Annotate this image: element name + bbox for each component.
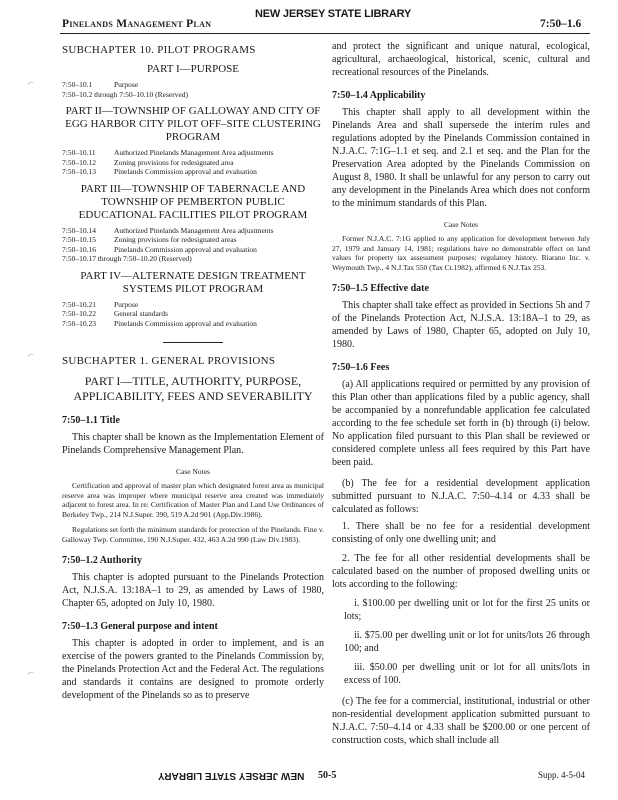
section-list — [62, 80, 324, 99]
case-notes-heading: Case Notes — [444, 220, 478, 229]
section-heading: 7:50–1.3 General purpose and intent — [62, 621, 218, 632]
part-heading: PART I—PURPOSE — [147, 63, 239, 75]
toc-entry[interactable]: 7:50–10.23 Pinelands Commission approval and evaluation — [62, 318, 257, 328]
case-note: Former N.J.A.C. 7:1G applied to any application for development between July 27, 1979 and January 14, 1981; regulations have no demonstrable effect on land values for property tax assessment purposes; regulatory history. Riarano Inc. v. Weymouth Twp., 4 N.J.Tax 550 (Tax Ct.1982), affirmed 6 N.J.Tax 253. — [332, 234, 590, 272]
section-body: (a) All applications required or permitted by any provision of this Plan other than applications filed by a public agency, shall be accompanied by a nonrefundable application fee calculated according to the fee schedule set forth in (b) through (i) below. No application filed pursuant to this Plan shall be reviewed or considered complete unless all fees required by this Part have been paid. — [332, 379, 590, 468]
section-heading: 7:50–1.1 Title — [62, 415, 120, 426]
running-header-title: Pinelands Management Plan — [62, 18, 212, 30]
part-heading: PART IV—ALTERNATE DESIGN TREATMENT SYSTEMS PILOT PROGRAM — [80, 269, 306, 295]
case-note: Certification and approval of master plan which designated forest area as municipal reserve area was improper where municipal reserve area created was immediately adjacent to forest area. In re: Certification of Master Plan and Land Use Ordinances of Berkeley Twp., 214 N.J.Super. 390, 519 A.2d 901 (App.Div.1986). — [62, 481, 324, 519]
margin-mark: ⌐ — [28, 78, 34, 89]
part-heading: PART II—TOWNSHIP OF GALLOWAY AND CITY OF EGG HARBOR CITY PILOT OFF–SITE CLUSTERING PROGRAM — [65, 105, 321, 143]
section-list — [62, 148, 324, 177]
left-column — [62, 40, 324, 706]
section-divider — [163, 342, 223, 343]
toc-entry[interactable]: 7:50–10.1 Purpose — [62, 80, 139, 89]
section-heading: 7:50–1.5 Effective date — [332, 283, 429, 294]
page-number: 50-5 — [318, 770, 337, 781]
part-heading: PART I—TITLE, AUTHORITY, PURPOSE, APPLICABILITY, FEES AND SEVERABILITY — [73, 374, 313, 403]
list-item: i. $100.00 per dwelling unit or lot for the first 25 units or lots; — [344, 598, 590, 622]
list-item: iii. $50.00 per dwelling unit or lot for all units/lots in excess of 100. — [344, 662, 590, 686]
section-body: (b) The fee for a residential development application submitted pursuant to N.J.A.C. 7:50–4.14 or 4.33 shall be calculated as follows: — [332, 478, 590, 515]
section-body: (c) The fee for a commercial, institutional, industrial or other non-residential development application submitted pursuant to N.J.A.C. 7:50–4.14 or 4.33 shall be $200.00 or one percent of construction costs, which shall include all — [332, 696, 590, 746]
list-item: ii. $75.00 per dwelling unit or lot for units/lots 26 through 100; and — [344, 630, 590, 654]
toc-entry[interactable]: 7:50–10.2 through 7:50–10.10 (Reserved) — [62, 89, 189, 99]
subchapter-heading: SUBCHAPTER 10. PILOT PROGRAMS — [62, 44, 256, 56]
running-header-section: 7:50–1.6 — [540, 18, 582, 30]
toc-entry[interactable]: 7:50–10.22 General standards — [62, 309, 168, 318]
toc-entry[interactable]: 7:50–10.11 Authorized Pinelands Management Area adjustments — [62, 148, 274, 157]
toc-entry[interactable]: 7:50–10.14 Authorized Pinelands Management Area adjustments — [62, 225, 274, 235]
case-note: Regulations set forth the minimum standards for protection of the Pinelands. Fine v. Galloway Twp. Committee, 190 N.J.Super. 432, 463 A.2d 990 (Law Div.1983). — [62, 525, 324, 544]
section-body: This chapter shall apply to all development within the Pinelands Area and shall supersede the interim rules and regulations adopted by the Pinelands Commission contained in N.J.A.C. 7:1G–1.1 et seq. and 2.1 et seq. and the Plan for the Preservation Area adopted by the Pinelands Commission on August 8, 1980. It shall be unlawful for any person to carry out any development in the Pinelands Area which does not conform to the minimum standards of this Plan. — [332, 107, 590, 209]
section-body: This chapter shall be known as the Implementation Element of Pinelands Comprehensive Management Plan. — [62, 432, 324, 456]
section-body: This chapter is adopted pursuant to the Pinelands Protection Act, N.J.S.A. 13:18A–1 to 29, as amended by Laws of 1980, Chapter 65, adopted on July 10, 1980. — [62, 572, 324, 609]
part-heading: PART III—TOWNSHIP OF TABERNACLE AND TOWNSHIP OF PEMBERTON PUBLIC EDUCATIONAL FACILITIES PILOT PROGRAM — [78, 182, 308, 221]
section-body: and protect the significant and unique natural, ecological, agricultural, archaeological, historical, scenic, cultural and recreational resources of the Pinelands. — [332, 41, 590, 78]
right-column — [332, 40, 590, 751]
section-body: This chapter shall take effect as provided in Sections 5h and 7 of the Pinelands Protection Act, N.J.S.A. 13:18A–1 to 29, as amended by Laws of 1980, Chapter 65, adopted on July 10, 1980. — [332, 300, 590, 350]
toc-entry[interactable]: 7:50–10.16 Pinelands Commission approval and evaluation — [62, 244, 257, 254]
toc-entry[interactable]: 7:50–10.12 Zoning provisions for redesignated area — [62, 157, 234, 167]
header-rule — [60, 33, 590, 34]
toc-entry[interactable]: 7:50–10.17 through 7:50–10.20 (Reserved) — [62, 254, 192, 263]
section-body: This chapter is adopted in order to implement, and is an exercise of the powers granted to the Pinelands Commission by, the Pinelands Protection Act and the Federal Act. The regulations and standards it contains are designed to promote orderly development of the Pinelands so as to preserve — [62, 638, 324, 701]
section-heading: 7:50–1.4 Applicability — [332, 90, 426, 101]
toc-entry[interactable]: 7:50–10.13 Pinelands Commission approval and evaluation — [62, 167, 257, 176]
library-stamp-bottom: NEW JERSEY STATE LIBRARY — [158, 770, 305, 781]
section-list — [62, 300, 324, 329]
library-stamp-top: NEW JERSEY STATE LIBRARY — [255, 8, 412, 20]
subchapter-heading: SUBCHAPTER 1. GENERAL PROVISIONS — [62, 355, 276, 367]
supplement-date: Supp. 4-5-04 — [538, 770, 585, 780]
list-item: 2. The fee for all other residential developments shall be calculated based on the number of proposed dwelling units or lots according to the following: — [332, 553, 590, 590]
margin-mark: ⌐ — [28, 668, 34, 679]
list-item: 1. There shall be no fee for a residential development consisting of only one dwelling unit; and — [332, 521, 590, 545]
section-heading: 7:50–1.6 Fees — [332, 362, 390, 373]
toc-entry[interactable]: 7:50–10.21 Purpose — [62, 299, 139, 309]
section-heading: 7:50–1.2 Authority — [62, 555, 142, 566]
margin-mark: ⌐ — [28, 350, 34, 361]
toc-entry[interactable]: 7:50–10.15 Zoning provisions for redesignated areas — [62, 235, 237, 244]
section-list — [62, 226, 324, 264]
case-notes-heading: Case Notes — [176, 467, 210, 476]
